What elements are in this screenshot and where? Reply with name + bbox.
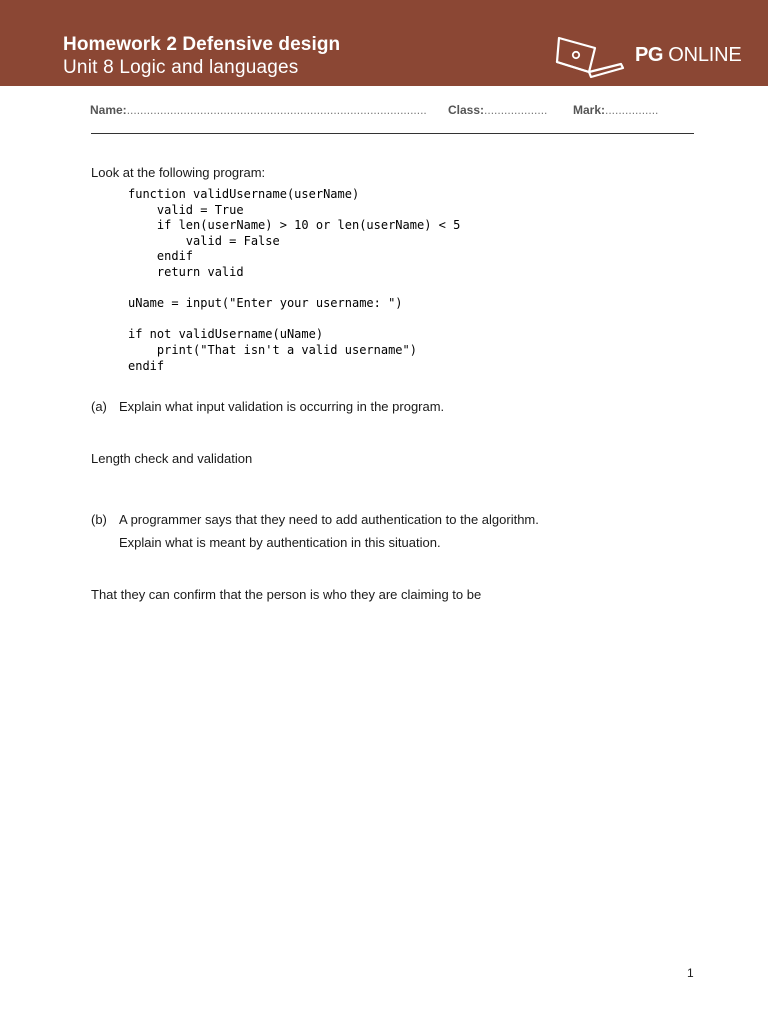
question-b-text-line1: A programmer says that they need to add authentication to the algorithm. (119, 512, 539, 527)
question-a-text: Explain what input validation is occurring in the program. (119, 399, 445, 414)
header-divider (91, 133, 694, 134)
code-line: endif (128, 358, 165, 373)
page-header (0, 0, 768, 86)
answer-b[interactable]: That they can confirm that the person is who they are claiming to be (91, 587, 482, 602)
code-line: uName = input("Enter your username: ") (128, 296, 403, 311)
document-subtitle: Unit 8 Logic and languages (63, 57, 299, 78)
code-listing (128, 187, 460, 374)
page-number: 1 (687, 966, 694, 980)
class-blank: ................... (484, 103, 548, 117)
code-line: valid = True (128, 202, 244, 217)
mark-blank: ................ (605, 103, 659, 117)
question-a-number: (a) (91, 399, 107, 414)
name-field[interactable] (90, 103, 427, 117)
question-b-text-line2: Explain what is meant by authentication in this situation. (119, 535, 441, 550)
mark-field[interactable] (573, 103, 658, 117)
brand-wordmark (635, 44, 742, 67)
intro-text: Look at the following program: (91, 165, 266, 180)
brand-online: ONLINE (668, 44, 742, 66)
code-line: valid = False (128, 233, 280, 248)
document-title: Homework 2 Defensive design (63, 34, 341, 55)
code-line: return valid (128, 264, 244, 279)
answer-a[interactable]: Length check and validation (91, 451, 253, 466)
code-line: if not validUsername(uName) (128, 327, 324, 342)
question-b-number: (b) (91, 512, 107, 527)
code-line: if len(userName) > 10 or len(userName) < 5 (128, 218, 461, 233)
class-label: Class: (448, 103, 485, 117)
code-line: endif (128, 249, 194, 264)
laptop-icon (555, 34, 625, 80)
name-label: Name: (90, 103, 127, 117)
code-line: print("That isn't a valid username") (128, 342, 417, 357)
class-field[interactable] (448, 103, 547, 117)
code-line: function validUsername(userName) (128, 187, 360, 201)
pg-online-logo (555, 34, 755, 80)
brand-pg: PG (635, 44, 663, 66)
name-blank: .......................................................................................... (126, 103, 427, 117)
mark-label: Mark: (573, 103, 606, 117)
